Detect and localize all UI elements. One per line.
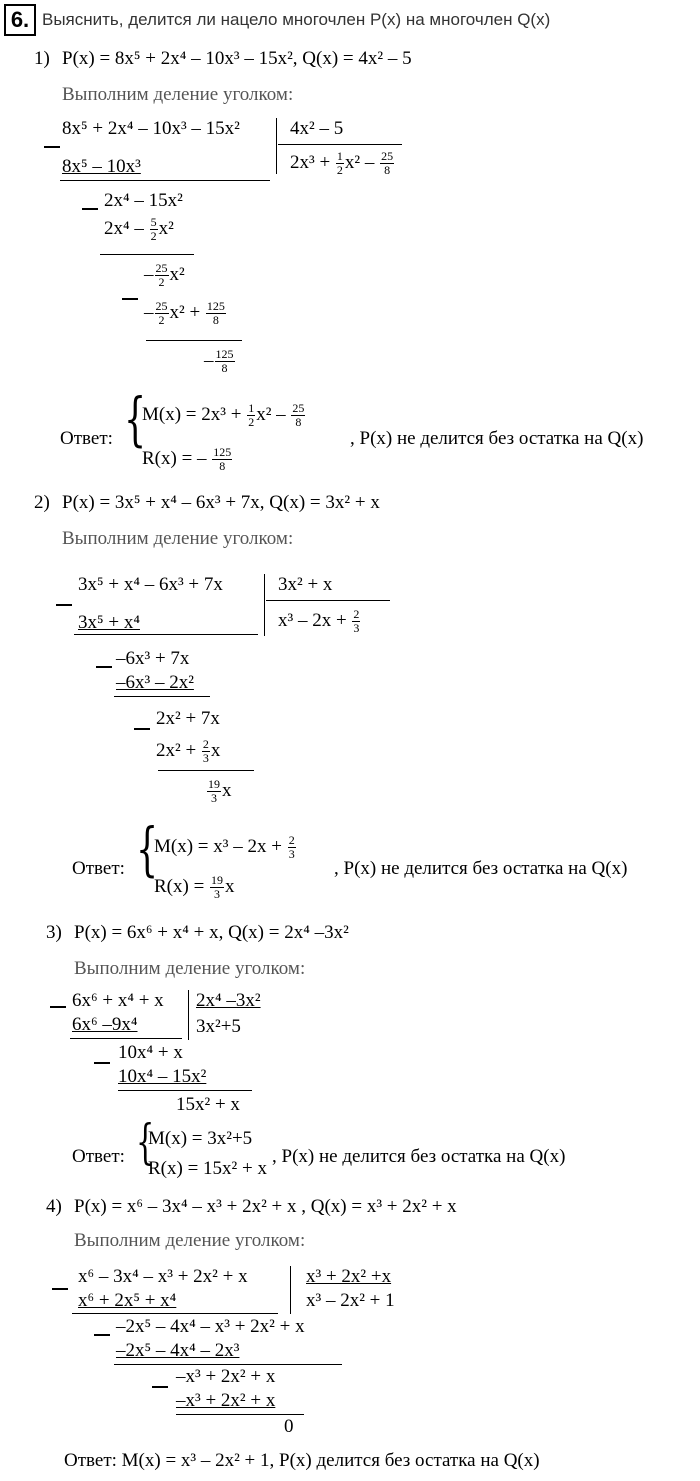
p4-answer: Ответ: M(x) = x³ – 2x² + 1, P(x) делится без остатка на Q(x) (64, 1450, 540, 1471)
p3-line-1 (70, 1038, 182, 1039)
p1-problem: P(x) = 8x⁵ + 2x⁴ – 10x³ – 15x², Q(x) = 4x² – 5 (62, 48, 412, 69)
p2-sub1: 3x⁵ + x⁴ (78, 612, 140, 633)
p3-minus-2 (94, 1062, 110, 1064)
p2-divisor: 3x² + x (278, 574, 333, 595)
p2-sub3: 2x² + $\frac{2}{3}$ x (156, 737, 221, 765)
p1-line-2 (100, 254, 194, 255)
p2-rem2: 2x² + 7x (156, 708, 220, 729)
p2-minus-2 (96, 666, 112, 668)
p2-line-1 (74, 634, 258, 635)
p1-rem1: 2x⁴ – 15x² (104, 190, 183, 211)
p2-final-rem: $\frac{19}{3}$ x (208, 777, 232, 805)
p4-intro: Выполним деление уголком: (74, 1230, 306, 1251)
p2-rem1: –6x³ + 7x (116, 648, 190, 669)
p2-quotient: x³ – 2x + $\frac{2}{3}$ (278, 607, 360, 635)
p1-brace: { (124, 385, 147, 453)
p1-q-frac2: $\frac{25}{8}$ (381, 149, 394, 177)
p1-intro: Выполним деление уголком: (62, 84, 294, 105)
p1-sub3: – $\frac{25}{2}$ x² + $\frac{125}{8}$ (144, 299, 225, 327)
p3-brace: { (136, 1114, 155, 1170)
p4-sub3: –x³ + 2x² + x (176, 1390, 276, 1411)
p4-line-2 (114, 1364, 342, 1365)
p3-rem2: 15x² + x (176, 1094, 240, 1115)
p2-line-2 (114, 696, 210, 697)
p1-minus-1 (44, 146, 60, 148)
p1-sub1: 8x⁵ – 10x³ (62, 156, 141, 177)
p1-bracket-v (276, 118, 277, 174)
p1-minus-3 (122, 298, 138, 300)
p1-q-frac1: $\frac{1}{2}$ (336, 149, 343, 177)
p1-final-rem: – $\frac{125}{8}$ (204, 347, 234, 375)
p1-divisor: 4x² – 5 (290, 118, 344, 139)
p4-problem: P(x) = x⁶ – 3x⁴ – x³ + 2x² + x , Q(x) = x³ + 2x² + x (74, 1196, 457, 1217)
p4-label: 4) (46, 1196, 62, 1217)
p4-dividend: x⁶ – 3x⁴ – x³ + 2x² + x (78, 1266, 248, 1287)
p1-sub2: 2x⁴ – $\frac{5}{2}$ x² (104, 215, 174, 243)
p2-r: R(x) = $\frac{19}{3}$ x (154, 873, 235, 901)
p3-quotient: 3x²+5 (196, 1016, 241, 1037)
problem-title: Выяснить, делится ли нацело многочлен P(x) на многочлен Q(x) (42, 10, 551, 29)
p4-minus-1 (52, 1288, 68, 1290)
p2-answer-label: Ответ: (72, 858, 125, 879)
p4-sub2: –2x⁵ – 4x⁴ – 2x³ (116, 1340, 240, 1361)
p1-conclusion: , P(x) не делится без остатка на Q(x) (350, 428, 644, 449)
p4-line-3 (176, 1414, 304, 1415)
p1-bracket-h (278, 144, 402, 145)
p3-sub2: 10x⁴ – 15x² (118, 1066, 207, 1087)
p3-dividend: 6x⁶ + x⁴ + x (72, 990, 164, 1011)
p3-conclusion: , P(x) не делится без остатка на Q(x) (272, 1146, 566, 1167)
p2-line-3 (158, 770, 254, 771)
p1-r: R(x) = – $\frac{125}{8}$ (142, 445, 232, 473)
problem-number: 6. (4, 4, 36, 36)
p1-m: M(x) = 2x³ + $\frac{1}{2}$ x² – $\frac{25}{8}$ (142, 401, 305, 429)
p4-rem1: –2x⁵ – 4x⁴ – x³ + 2x² + x (116, 1316, 305, 1337)
p1-line-1 (60, 180, 270, 181)
p1-answer-label: Ответ: (60, 428, 113, 449)
p2-conclusion: , P(x) не делится без остатка на Q(x) (334, 858, 628, 879)
p1-label: 1) (34, 48, 50, 69)
p2-bracket-h (266, 600, 390, 601)
p2-sub2: –6x³ – 2x² (116, 672, 194, 693)
p3-r: R(x) = 15x² + x (148, 1158, 267, 1179)
p4-line-1 (72, 1313, 278, 1314)
p1-rem2: – $\frac{25}{2}$ x² (144, 261, 185, 289)
p1-line-3 (146, 340, 242, 341)
p4-divisor: x³ + 2x² +x (306, 1266, 392, 1287)
p1-quotient: 2x³ + $\frac{1}{2}$ x² – $\frac{25}{8}$ (290, 149, 394, 177)
p4-minus-2 (94, 1334, 110, 1336)
p1-minus-2 (82, 208, 98, 210)
p2-intro: Выполним деление уголком: (62, 528, 294, 549)
p4-rem2: –x³ + 2x² + x (176, 1366, 276, 1387)
p3-intro: Выполним деление уголком: (74, 958, 306, 979)
p3-line-2 (118, 1090, 252, 1091)
p3-sub1: 6x⁶ –9x⁴ (72, 1014, 138, 1035)
p2-dividend: 3x⁵ + x⁴ – 6x³ + 7x (78, 574, 223, 595)
p4-bracket-v (290, 1266, 291, 1314)
p4-quotient: x³ – 2x² + 1 (306, 1290, 395, 1311)
p4-zero: 0 (284, 1416, 294, 1437)
p2-label: 2) (34, 492, 50, 513)
p1-dividend: 8x⁵ + 2x⁴ – 10x³ – 15x² (62, 118, 240, 139)
p3-m: M(x) = 3x²+5 (148, 1128, 253, 1149)
p2-m: M(x) = x³ – 2x + $\frac{2}{3}$ (154, 833, 295, 861)
p2-problem: P(x) = 3x⁵ + x⁴ – 6x³ + 7x, Q(x) = 3x² + x (62, 492, 380, 513)
p3-rem1: 10x⁴ + x (118, 1042, 183, 1063)
p3-label: 3) (46, 922, 62, 943)
p3-divisor: 2x⁴ –3x² (196, 990, 261, 1011)
p3-answer-label: Ответ: (72, 1146, 125, 1167)
p4-sub1: x⁶ + 2x⁵ + x⁴ (78, 1290, 177, 1311)
p3-bracket-v (188, 990, 189, 1040)
p2-bracket-v (264, 574, 265, 636)
p2-brace: { (136, 815, 159, 883)
p2-minus-3 (134, 728, 150, 730)
p3-minus-1 (50, 1006, 66, 1008)
p3-problem: P(x) = 6x⁶ + x⁴ + x, Q(x) = 2x⁴ –3x² (74, 922, 349, 943)
p2-minus-1 (56, 604, 72, 606)
p4-minus-3 (152, 1386, 168, 1388)
